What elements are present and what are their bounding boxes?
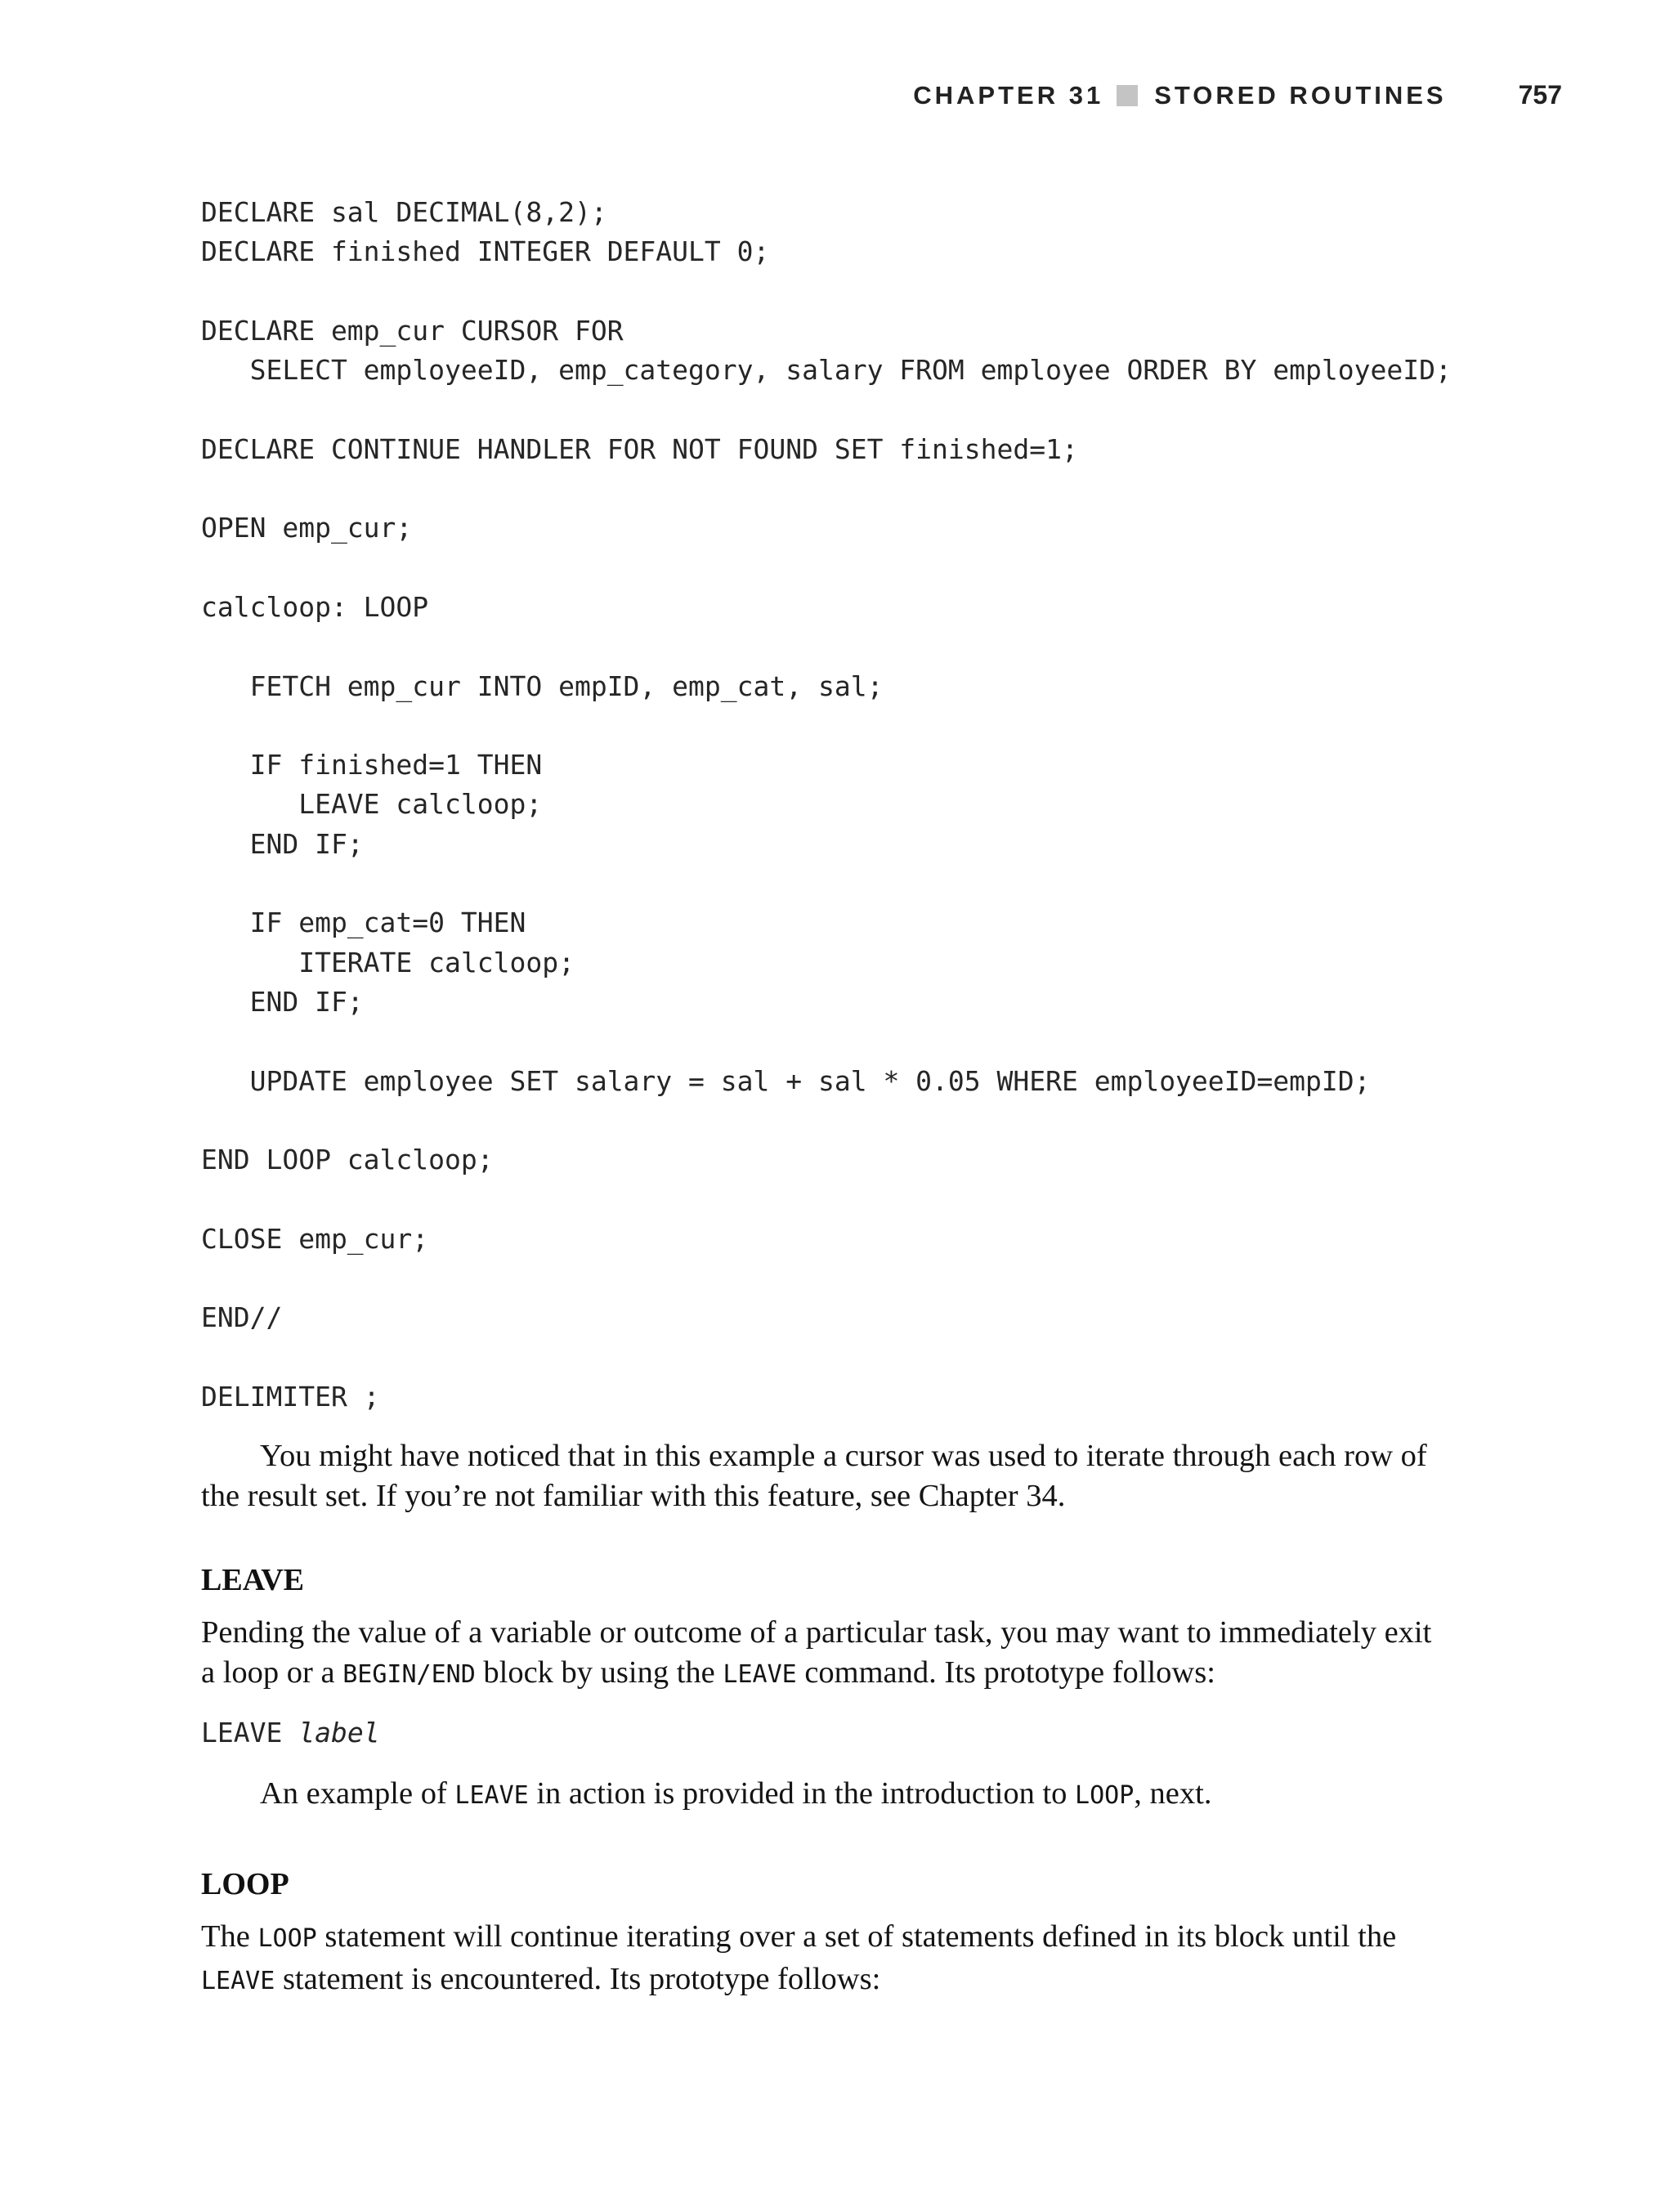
code-line: END LOOP calcloop; <box>201 1144 494 1176</box>
inline-code: LEAVE <box>454 1781 529 1810</box>
code-line <box>201 706 1452 746</box>
prototype-argument: label <box>298 1717 380 1749</box>
code-line: DECLARE sal DECIMAL(8,2); <box>201 196 607 228</box>
heading-loop: LOOP <box>201 1867 289 1901</box>
page-number: 757 <box>1518 80 1562 110</box>
code-line <box>201 549 1452 588</box>
text-run: statement will continue iterating over a set of statements defined in its block until the <box>316 1919 1397 1954</box>
code-line: END IF; <box>201 827 364 860</box>
heading-leave: LEAVE <box>201 1563 305 1597</box>
text-run: The <box>201 1919 258 1954</box>
text-run: in action is provided in the introduction to <box>528 1776 1076 1811</box>
text-run: Pending the value of a variable or outcome of a particular task, you may want to immediately exit a loop or a <box>201 1615 1432 1690</box>
text-run: , next. <box>1134 1776 1212 1811</box>
leave-prototype <box>201 1717 380 1749</box>
code-line <box>201 469 1452 508</box>
running-header <box>913 80 1562 110</box>
code-line <box>201 864 1452 903</box>
paragraph-leave-example <box>201 1774 1443 1816</box>
code-listing <box>201 193 1452 1417</box>
code-line: DECLARE finished INTEGER DEFAULT 0; <box>201 235 770 268</box>
code-line: SELECT employeeID, emp_category, salary FROM employee ORDER BY employeeID; <box>201 354 1452 387</box>
code-line: FETCH emp_cur INTO empID, emp_cat, sal; <box>201 669 884 702</box>
code-line: DECLARE CONTINUE HANDLER FOR NOT FOUND SET finished=1; <box>201 432 1078 465</box>
code-line: DELIMITER ; <box>201 1380 380 1413</box>
code-line: OPEN emp_cur; <box>201 512 413 544</box>
code-line <box>201 1022 1452 1061</box>
code-line <box>201 1101 1452 1140</box>
code-line <box>201 390 1452 429</box>
inline-code: LOOP <box>257 1924 317 1953</box>
code-line: IF finished=1 THEN <box>201 749 543 781</box>
prototype-keyword: LEAVE <box>201 1717 283 1749</box>
text-run: command. Its prototype follows: <box>796 1655 1215 1690</box>
code-line <box>201 1180 1452 1219</box>
code-line: END IF; <box>201 985 364 1018</box>
paragraph-cursor-note: You might have noticed that in this example a cursor was used to iterate through each row of the result set. If you’re not familiar with this feature, see Chapter 34. <box>201 1439 1427 1513</box>
code-line <box>201 1259 1452 1298</box>
code-line: IF emp_cat=0 THEN <box>201 907 526 939</box>
code-line: DECLARE emp_cur CURSOR FOR <box>201 314 624 347</box>
code-line: LEAVE calcloop; <box>201 788 543 821</box>
text-run: block by using the <box>475 1655 723 1690</box>
code-line: CLOSE emp_cur; <box>201 1222 429 1255</box>
text-run: statement is encountered. Its prototype follows: <box>275 1961 881 1996</box>
inline-code: LOOP <box>1075 1781 1135 1810</box>
inline-code: LEAVE <box>723 1659 797 1689</box>
code-line <box>201 272 1452 311</box>
code-line: ITERATE calcloop; <box>201 946 575 978</box>
inline-code: LEAVE <box>201 1966 275 1995</box>
header-separator-square <box>1117 85 1138 106</box>
paragraph-leave-intro <box>201 1613 1443 1695</box>
code-line: UPDATE employee SET salary = sal + sal * 0.05 WHERE employeeID=empID; <box>201 1064 1371 1097</box>
text-run: An example of <box>260 1776 455 1811</box>
code-line <box>201 627 1452 666</box>
inline-code: BEGIN/END <box>342 1659 476 1689</box>
chapter-label: CHAPTER 31 <box>913 80 1104 110</box>
section-title: STORED ROUTINES <box>1154 80 1447 110</box>
code-line: END// <box>201 1301 283 1334</box>
paragraph-loop-intro <box>201 1917 1443 2001</box>
code-line: calcloop: LOOP <box>201 590 429 623</box>
code-line <box>201 1338 1452 1377</box>
